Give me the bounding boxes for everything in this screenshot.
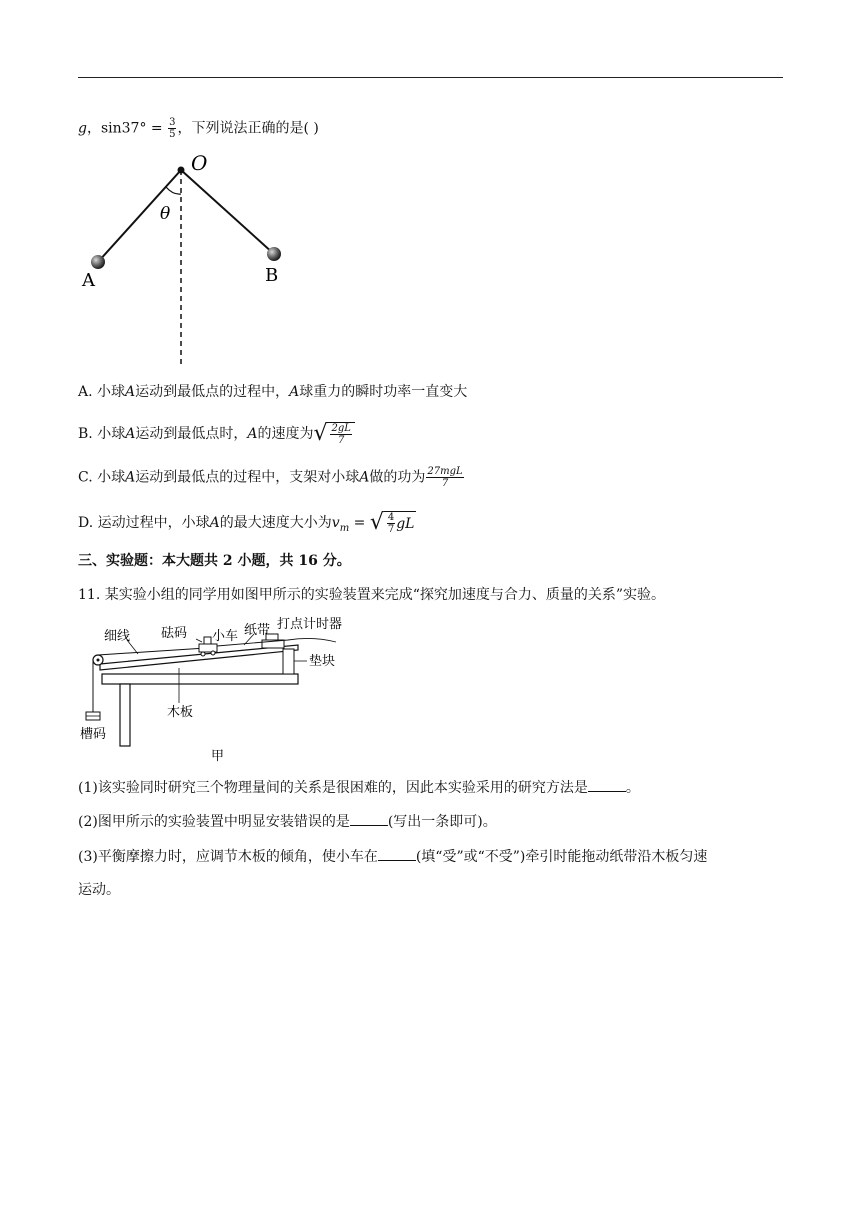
fraction-27mgl-7: $\frac{\text{27mgL}}{7}$ xyxy=(427,466,463,489)
option-c: C. 小球A运动到最低点的过程中，支架对小球A做的功为 $\frac{\text{27mgL}}{7}$ xyxy=(78,466,463,489)
answer-blank-3[interactable] xyxy=(378,846,416,861)
var-g: g xyxy=(78,120,87,137)
sub-question-1: (1)该实验同时研究三个物理量间的关系是很困难的，因此本实验采用的研究方法是 。 xyxy=(78,777,640,798)
pivot-point xyxy=(178,167,185,174)
label-hook-weight: 槽码 xyxy=(80,727,107,742)
label-board: 木板 xyxy=(167,705,194,720)
table-leg xyxy=(120,684,130,746)
cart xyxy=(199,644,217,652)
figure-caption: 甲 xyxy=(211,749,225,764)
ball-a xyxy=(91,255,105,269)
pulley-axle xyxy=(97,659,100,662)
rod-b xyxy=(181,170,274,254)
label-cart: 小车 xyxy=(212,629,239,644)
weight-on-cart xyxy=(204,637,211,644)
ball-b xyxy=(267,247,281,261)
label-tape: 纸带 xyxy=(244,623,271,638)
apparatus-figure xyxy=(78,612,368,767)
label-timer: 打点计时器 xyxy=(277,617,343,632)
fraction-three-fifths: $\frac{3}{5}$ xyxy=(169,117,176,140)
label-a: A xyxy=(82,270,95,291)
option-d: D. 运动过程中，小球A的最大速度大小为$v_m$ = √ $\frac{4}{7}$ gL xyxy=(78,510,415,535)
intro-tail: ，下列说法正确的是( ) xyxy=(177,120,319,137)
label-o: O xyxy=(191,151,208,175)
sub-question-3-continued: 运动。 xyxy=(78,882,120,898)
sqrt-4-7-gl: √ $\frac{4}{7}$ gL xyxy=(369,510,415,535)
cart-wheel xyxy=(201,652,205,656)
sqrt-2gl-7: √ $\frac{2gL}{7}$ xyxy=(313,422,354,446)
label-string: 细线 xyxy=(104,629,131,644)
cart-wheel xyxy=(211,651,215,655)
header-rule xyxy=(78,77,783,78)
option-b: B. 小球A运动到最低点时，A的速度为 √ $\frac{2gL}{7}$ xyxy=(78,422,355,446)
sub-question-2: (2)图甲所示的实验装置中明显安装错误的是 (写出一条即可)。 xyxy=(78,811,497,832)
label-b: B xyxy=(265,265,279,286)
table-top xyxy=(102,674,298,684)
section-heading: 三、实验题：本大题共 2 小题，共 16 分。 xyxy=(78,553,351,569)
support-block xyxy=(283,649,294,674)
question-intro: g，sin37° = $\frac{3}{5}$ ，下列说法正确的是( ) xyxy=(78,117,319,140)
option-a: A. 小球A运动到最低点的过程中，A球重力的瞬时功率一直变大 xyxy=(78,384,468,400)
label-weight: 砝码 xyxy=(161,626,188,641)
sin-text: sin37° = xyxy=(100,120,163,137)
label-block: 垫块 xyxy=(309,654,336,669)
label-theta: θ xyxy=(160,204,171,224)
answer-blank-2[interactable] xyxy=(350,811,388,826)
question-11: 11. 某实验小组的同学用如图甲所示的实验装置来完成“探究加速度与合力、质量的关系”实验。 xyxy=(78,587,666,603)
sub-question-3: (3)平衡摩擦力时，应调节木板的倾角，使小车在 (填“受”或“不受”)牵引时能拖动纸带沿木板匀速 xyxy=(78,846,707,867)
pendulum-figure xyxy=(78,150,318,370)
answer-blank-1[interactable] xyxy=(588,777,626,792)
angle-arc xyxy=(166,187,181,194)
string-line xyxy=(98,648,206,655)
